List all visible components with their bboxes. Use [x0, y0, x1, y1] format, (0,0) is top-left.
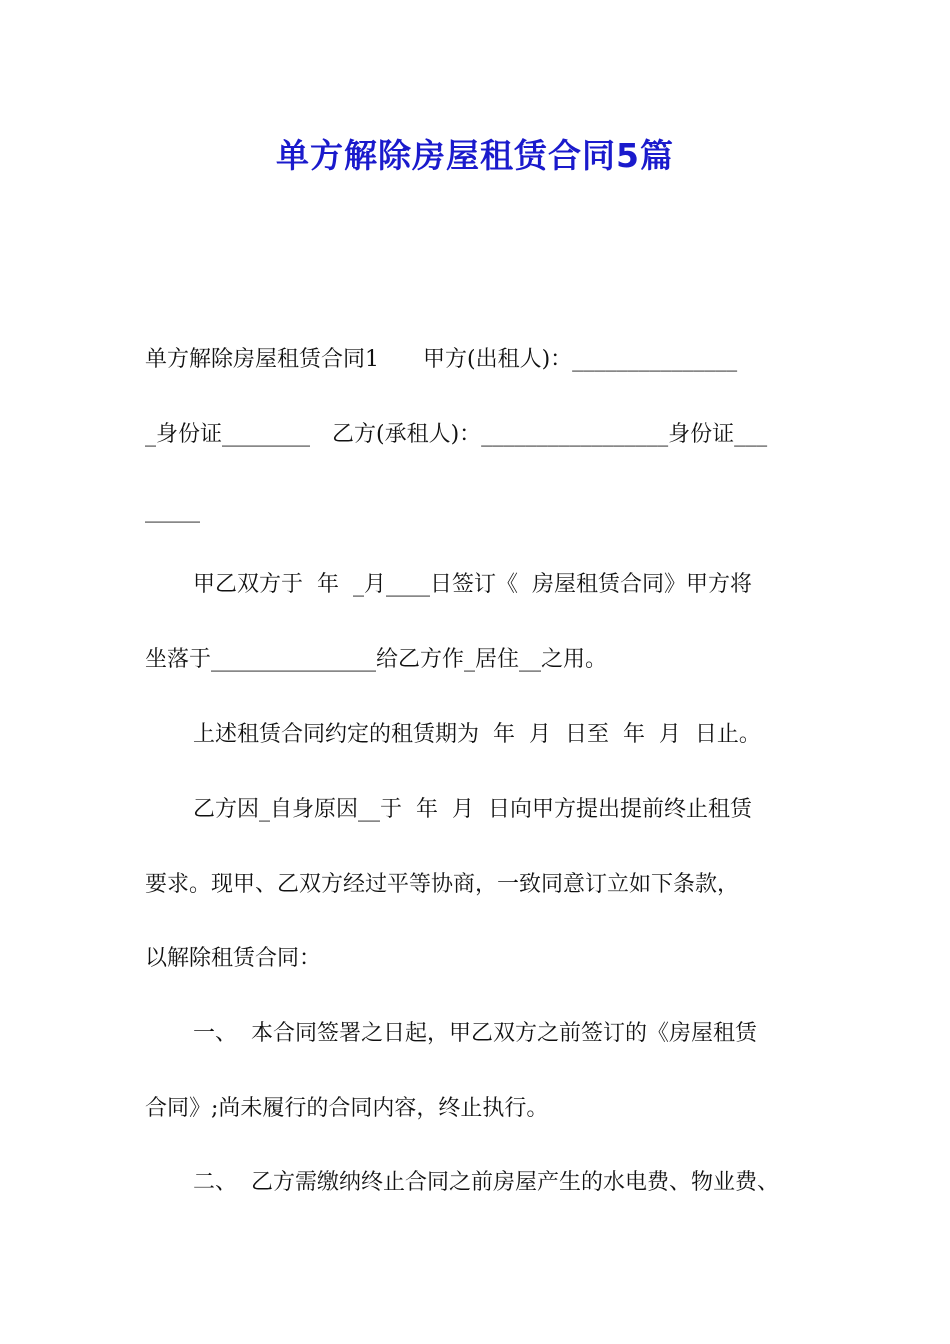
paragraph-line: 以解除租赁合同：: [145, 946, 322, 971]
paragraph-line: 一、 本合同签署之日起，甲乙双方之前签订的《房屋租赁: [193, 1021, 757, 1046]
paragraph-line: _身份证________ 乙方(承租人)：_________________身份证___: [145, 422, 768, 447]
paragraph-line: _____: [145, 498, 200, 523]
paragraph-line: 合同》;尚未履行的合同内容，终止执行。: [145, 1096, 549, 1121]
paragraph-line: 乙方因_自身原因__于 年 月 日向甲方提出提前终止租赁: [193, 797, 752, 822]
paragraph-line: 坐落于_______________给乙方作_居住__之用。: [145, 647, 608, 672]
document-title: 单方解除房屋租赁合同5篇: [276, 136, 674, 175]
paragraph-line: 上述租赁合同约定的租赁期为 年 月 日至 年 月 日止。: [193, 722, 761, 747]
paragraph-line: 单方解除房屋租赁合同1 甲方(出租人)：_______________: [145, 347, 738, 372]
paragraph-line: 二、 乙方需缴纳终止合同之前房屋产生的水电费、物业费、: [193, 1170, 779, 1195]
paragraph-line: 甲乙双方于 年 _月____日签订《 房屋租赁合同》甲方将: [193, 572, 752, 597]
paragraph-line: 要求。现甲、乙双方经过平等协商，一致同意订立如下条款，: [145, 872, 740, 897]
